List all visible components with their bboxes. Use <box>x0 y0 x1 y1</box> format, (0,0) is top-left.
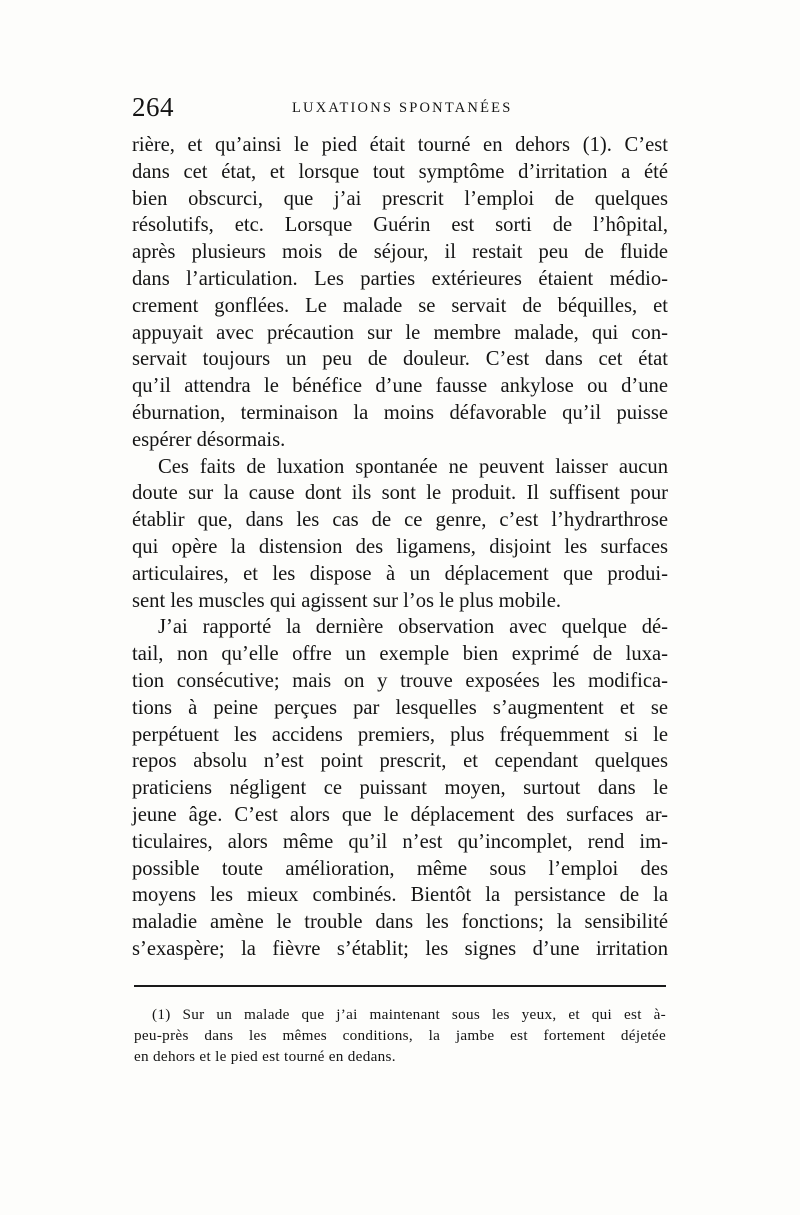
text-line: après plusieurs mois de séjour, il restait peu de fluide <box>132 241 668 264</box>
paragraph-start-line: J’ai rapporté la dernière observation avec quelque dé- <box>158 616 668 639</box>
text-line: praticiens négligent ce puissant moyen, surtout dans le <box>132 777 668 800</box>
text-line: qu’il attendra le bénéfice d’une fausse ankylose ou d’une <box>132 375 668 398</box>
text-line: maladie amène le trouble dans les fonctions; la sensibilité <box>132 911 668 934</box>
paragraph-start-line: Ces faits de luxation spontanée ne peuvent laisser aucun <box>158 455 668 478</box>
text-line: rière, et qu’ainsi le pied était tourné en dehors (1). C’est <box>132 134 668 156</box>
text-line: appuyait avec précaution sur le membre malade, qui con- <box>132 321 668 344</box>
text-line: sent les muscles qui agissent sur l’os le plus mobile. <box>132 589 561 612</box>
text-line: éburnation, terminaison la moins défavorable qu’il puisse <box>132 401 668 424</box>
footnote-divider <box>134 985 666 987</box>
text-line: ticulaires, alors même qu’il n’est qu’incomplet, rend im- <box>132 830 668 853</box>
text-line: possible toute amélioration, même sous l’emploi des <box>132 857 668 880</box>
text-line: crement gonflées. Le malade se servait de béquilles, et <box>132 294 668 317</box>
text-line: perpétuent les accidens premiers, plus fréquemment si le <box>132 723 668 746</box>
text-line: tion consécutive; mais on y trouve exposées les modifica- <box>132 669 668 692</box>
text-line: moyens les mieux combinés. Bientôt la persistance de la <box>132 884 668 907</box>
text-line: espérer désormais. <box>132 428 286 451</box>
text-line: doute sur la cause dont ils sont le produit. Il suffisent pour <box>132 482 668 505</box>
text-line: servait toujours un peu de douleur. C’est dans cet état <box>132 348 668 371</box>
text-line: résolutifs, etc. Lorsque Guérin est sorti de l’hôpital, <box>132 214 668 237</box>
page-number: 264 <box>132 92 174 122</box>
footnote-line: en dehors et le pied est tourné en dedans. <box>134 1048 396 1065</box>
text-line: dans cet état, et lorsque tout symptôme d’irritation a été <box>132 160 668 183</box>
text-line: jeune âge. C’est alors que le déplacement des surfaces ar- <box>132 803 668 826</box>
text-line: articulaires, et les dispose à un déplacement que produi- <box>132 562 668 585</box>
text-line: qui opère la distension des ligamens, disjoint les surfaces <box>132 535 668 558</box>
text-line: établir que, dans les cas de ce genre, c’est l’hydrarthrose <box>132 509 668 532</box>
running-head: LUXATIONS SPONTANÉES <box>292 100 513 116</box>
text-line: repos absolu n’est point prescrit, et cependant quelques <box>132 750 668 773</box>
page-header <box>132 92 672 132</box>
text-line: tions à peine perçues par lesquelles s’augmentent et se <box>132 696 668 719</box>
text-line: s’exaspère; la fièvre s’établit; les signes d’une irritation <box>132 937 668 960</box>
main-text <box>132 132 668 963</box>
text-line: tail, non qu’elle offre un exemple bien exprimé de luxa- <box>132 643 668 666</box>
text-line: bien obscurci, que j’ai prescrit l’emploi de quelques <box>132 187 668 210</box>
footnote-line: peu-près dans les mêmes conditions, la jambe est fortement déjetée <box>134 1027 666 1044</box>
text-line: dans l’articulation. Les parties extérieures étaient médio- <box>132 267 668 290</box>
footnote-line: (1) Sur un malade que j’ai maintenant sous les yeux, et qui est à- <box>152 1006 666 1023</box>
footnote <box>134 1004 666 1067</box>
